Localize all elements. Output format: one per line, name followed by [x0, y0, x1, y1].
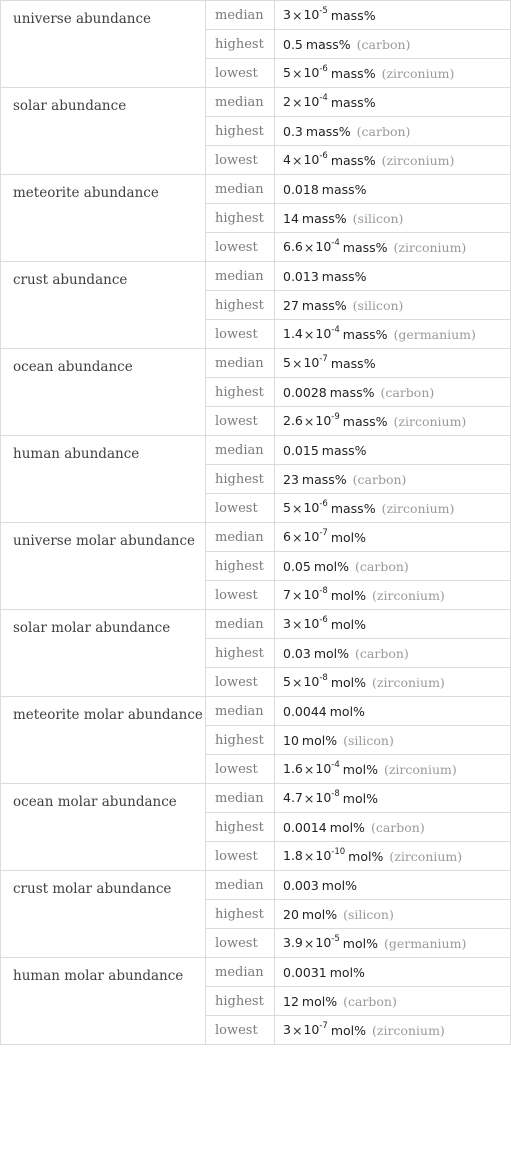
value-exponent: -6 — [319, 151, 328, 162]
value-unit: mass% — [342, 326, 388, 342]
value-unit: mol% — [330, 616, 367, 632]
value-mantissa: 3.9 — [283, 935, 303, 951]
statistic-label: median — [206, 958, 275, 987]
value-cell — [275, 494, 511, 523]
power-base: 10 — [303, 616, 320, 632]
times-sign: × — [303, 239, 315, 255]
value-number: 0.03 — [283, 645, 311, 661]
value-number: 12 — [283, 993, 299, 1009]
value-unit: mass% — [321, 268, 367, 284]
times-sign: × — [303, 761, 315, 777]
value-unit: mass% — [305, 36, 351, 52]
value-unit: mass% — [321, 442, 367, 458]
value-unit: mol% — [313, 645, 350, 661]
statistic-label: lowest — [206, 1016, 275, 1045]
value-exponent: -8 — [319, 673, 328, 684]
element-name: (silicon) — [352, 210, 404, 226]
value-number: 0.3 — [283, 123, 303, 139]
value-exponent: -10 — [331, 847, 346, 858]
statistic-label: median — [206, 1, 275, 30]
value-unit: mol% — [330, 1022, 367, 1038]
value-unit: mol% — [342, 935, 378, 951]
value-cell — [275, 349, 511, 378]
statistic-label: median — [206, 871, 275, 900]
value-mantissa: 2 — [283, 94, 291, 110]
power-base: 10 — [303, 500, 320, 516]
table-row — [1, 88, 511, 117]
value-cell — [275, 523, 511, 552]
value-cell — [275, 465, 511, 494]
value-unit: mass% — [330, 7, 376, 23]
statistic-label: highest — [206, 465, 275, 494]
statistic-label: lowest — [206, 929, 275, 958]
table-row — [1, 784, 511, 813]
element-name: (zirconium) — [372, 1022, 445, 1038]
value-cell — [275, 987, 511, 1016]
element-name: (zirconium) — [372, 587, 445, 603]
value-unit: mol% — [342, 761, 378, 777]
times-sign: × — [291, 587, 303, 603]
value-unit: mass% — [321, 181, 367, 197]
table-row — [1, 958, 511, 987]
element-name: (zirconium) — [393, 239, 467, 255]
property-label: human abundance — [1, 436, 206, 523]
table-row — [1, 871, 511, 900]
statistic-label: median — [206, 436, 275, 465]
value-number: 0.018 — [283, 181, 319, 197]
element-name: (carbon) — [343, 993, 397, 1009]
statistic-label: highest — [206, 552, 275, 581]
value-cell — [275, 668, 511, 697]
value-cell — [275, 233, 511, 262]
value-exponent: -4 — [331, 238, 340, 249]
value-number: 20 — [283, 906, 299, 922]
power-base: 10 — [315, 848, 332, 864]
statistic-label: lowest — [206, 668, 275, 697]
value-exponent: -5 — [331, 934, 340, 945]
statistic-label: lowest — [206, 581, 275, 610]
statistic-label: lowest — [206, 320, 275, 349]
value-unit: mol% — [321, 877, 357, 893]
element-name: (zirconium) — [393, 413, 467, 429]
value-exponent: -4 — [331, 760, 340, 771]
value-cell — [275, 59, 511, 88]
element-name: (zirconium) — [381, 65, 455, 81]
statistic-label: highest — [206, 813, 275, 842]
statistic-label: highest — [206, 117, 275, 146]
abundance-table-body — [1, 1, 511, 1045]
value-cell — [275, 929, 511, 958]
value-mantissa: 3 — [283, 616, 291, 632]
times-sign: × — [291, 616, 303, 632]
power-base: 10 — [303, 355, 320, 371]
power-base: 10 — [303, 65, 320, 81]
value-number: 0.5 — [283, 36, 303, 52]
property-label: meteorite abundance — [1, 175, 206, 262]
times-sign: × — [291, 152, 303, 168]
statistic-label: highest — [206, 987, 275, 1016]
property-label: ocean abundance — [1, 349, 206, 436]
value-unit: mol% — [301, 732, 338, 748]
value-number: 0.003 — [283, 877, 319, 893]
property-label: meteorite molar abundance — [1, 697, 206, 784]
value-mantissa: 1.6 — [283, 761, 303, 777]
value-exponent: -4 — [331, 325, 340, 336]
statistic-label: highest — [206, 639, 275, 668]
times-sign: × — [291, 355, 303, 371]
value-cell — [275, 784, 511, 813]
element-name: (carbon) — [380, 384, 435, 400]
value-cell — [275, 1, 511, 30]
value-cell — [275, 726, 511, 755]
value-unit: mol% — [301, 906, 338, 922]
times-sign: × — [291, 674, 303, 690]
element-name: (silicon) — [352, 297, 404, 313]
element-name: (carbon) — [370, 819, 425, 835]
element-name: (germanium) — [383, 935, 467, 951]
property-label: crust molar abundance — [1, 871, 206, 958]
table-row — [1, 523, 511, 552]
value-unit: mass% — [301, 297, 347, 313]
value-exponent: -6 — [319, 499, 328, 510]
value-unit: mol% — [342, 790, 378, 806]
value-mantissa: 1.4 — [283, 326, 303, 342]
value-mantissa: 1.8 — [283, 848, 303, 864]
power-base: 10 — [315, 761, 332, 777]
value-number: 14 — [283, 210, 299, 226]
value-cell — [275, 175, 511, 204]
times-sign: × — [303, 935, 315, 951]
value-cell — [275, 697, 511, 726]
times-sign: × — [291, 7, 303, 23]
statistic-label: highest — [206, 726, 275, 755]
table-row — [1, 262, 511, 291]
statistic-label: lowest — [206, 842, 275, 871]
value-unit: mass% — [342, 413, 388, 429]
value-unit: mass% — [301, 471, 347, 487]
value-mantissa: 4.7 — [283, 790, 303, 806]
value-unit: mol% — [330, 587, 367, 603]
value-unit: mass% — [330, 65, 376, 81]
value-unit: mass% — [330, 500, 376, 516]
power-base: 10 — [303, 7, 320, 23]
statistic-label: lowest — [206, 755, 275, 784]
element-name: (zirconium) — [381, 152, 455, 168]
statistic-label: highest — [206, 900, 275, 929]
value-cell — [275, 871, 511, 900]
times-sign: × — [291, 65, 303, 81]
times-sign: × — [303, 790, 315, 806]
element-name: (zirconium) — [372, 674, 445, 690]
value-unit: mol% — [329, 703, 365, 719]
value-cell — [275, 30, 511, 59]
times-sign: × — [291, 1022, 303, 1038]
value-cell — [275, 436, 511, 465]
value-number: 0.0044 — [283, 703, 327, 719]
property-label: crust abundance — [1, 262, 206, 349]
table-row — [1, 1, 511, 30]
value-mantissa: 5 — [283, 355, 291, 371]
value-number: 0.0028 — [283, 384, 327, 400]
statistic-label: median — [206, 175, 275, 204]
element-name: (carbon) — [355, 558, 409, 574]
power-base: 10 — [315, 413, 332, 429]
value-number: 0.05 — [283, 558, 311, 574]
statistic-label: median — [206, 697, 275, 726]
value-number: 27 — [283, 297, 299, 313]
value-unit: mass% — [329, 384, 375, 400]
power-base: 10 — [303, 152, 320, 168]
value-mantissa: 5 — [283, 674, 291, 690]
value-unit: mol% — [330, 529, 367, 545]
value-exponent: -7 — [319, 528, 328, 539]
element-name: (silicon) — [343, 732, 394, 748]
value-cell — [275, 204, 511, 233]
value-mantissa: 4 — [283, 152, 291, 168]
value-unit: mass% — [301, 210, 347, 226]
value-unit: mol% — [329, 964, 365, 980]
value-unit: mol% — [301, 993, 338, 1009]
value-mantissa: 3 — [283, 1022, 291, 1038]
value-exponent: -8 — [331, 789, 340, 800]
element-name: (carbon) — [352, 471, 407, 487]
value-exponent: -9 — [331, 412, 340, 423]
table-row — [1, 436, 511, 465]
value-unit: mass% — [330, 152, 376, 168]
property-label: solar molar abundance — [1, 610, 206, 697]
statistic-label: lowest — [206, 407, 275, 436]
times-sign: × — [291, 529, 303, 545]
value-exponent: -4 — [319, 93, 328, 104]
value-exponent: -7 — [319, 354, 328, 365]
times-sign: × — [291, 500, 303, 516]
value-unit: mass% — [342, 239, 388, 255]
value-cell — [275, 262, 511, 291]
value-unit: mass% — [330, 355, 376, 371]
element-name: (zirconium) — [383, 761, 457, 777]
value-mantissa: 6.6 — [283, 239, 303, 255]
statistic-label: lowest — [206, 146, 275, 175]
value-unit: mass% — [305, 123, 351, 139]
value-cell — [275, 958, 511, 987]
value-exponent: -6 — [319, 64, 328, 75]
power-base: 10 — [303, 1022, 320, 1038]
value-unit: mass% — [330, 94, 376, 110]
statistic-label: lowest — [206, 494, 275, 523]
value-cell — [275, 639, 511, 668]
value-cell — [275, 291, 511, 320]
element-name: (zirconium) — [381, 500, 455, 516]
element-name: (germanium) — [393, 326, 476, 342]
value-unit: mol% — [313, 558, 350, 574]
value-number: 0.013 — [283, 268, 319, 284]
value-cell — [275, 146, 511, 175]
value-cell — [275, 378, 511, 407]
value-cell — [275, 755, 511, 784]
element-name: (carbon) — [356, 36, 411, 52]
times-sign: × — [303, 326, 315, 342]
value-mantissa: 3 — [283, 7, 291, 23]
value-cell — [275, 407, 511, 436]
value-cell — [275, 552, 511, 581]
value-cell — [275, 88, 511, 117]
power-base: 10 — [303, 94, 320, 110]
value-cell — [275, 610, 511, 639]
table-row — [1, 349, 511, 378]
statistic-label: median — [206, 523, 275, 552]
value-unit: mol% — [348, 848, 384, 864]
statistic-label: lowest — [206, 233, 275, 262]
statistic-label: highest — [206, 291, 275, 320]
value-number: 0.015 — [283, 442, 319, 458]
element-name: (carbon) — [355, 645, 409, 661]
value-mantissa: 6 — [283, 529, 291, 545]
statistic-label: highest — [206, 378, 275, 407]
value-mantissa: 5 — [283, 65, 291, 81]
power-base: 10 — [315, 790, 332, 806]
value-number: 0.0031 — [283, 964, 327, 980]
power-base: 10 — [315, 935, 332, 951]
property-label: universe abundance — [1, 1, 206, 88]
statistic-label: median — [206, 262, 275, 291]
value-unit: mol% — [329, 819, 365, 835]
power-base: 10 — [315, 326, 332, 342]
property-label: solar abundance — [1, 88, 206, 175]
times-sign: × — [291, 94, 303, 110]
value-cell — [275, 581, 511, 610]
power-base: 10 — [303, 587, 320, 603]
statistic-label: highest — [206, 204, 275, 233]
times-sign: × — [303, 413, 315, 429]
value-mantissa: 5 — [283, 500, 291, 516]
statistic-label: median — [206, 88, 275, 117]
value-cell — [275, 320, 511, 349]
statistic-label: median — [206, 610, 275, 639]
value-cell — [275, 1016, 511, 1045]
value-cell — [275, 813, 511, 842]
value-cell — [275, 900, 511, 929]
element-name: (zirconium) — [389, 848, 463, 864]
power-base: 10 — [315, 239, 332, 255]
power-base: 10 — [303, 674, 320, 690]
value-exponent: -6 — [319, 615, 328, 626]
table-row — [1, 175, 511, 204]
table-row — [1, 610, 511, 639]
value-unit: mol% — [330, 674, 367, 690]
value-mantissa: 2.6 — [283, 413, 303, 429]
statistic-label: median — [206, 784, 275, 813]
statistic-label: lowest — [206, 59, 275, 88]
property-label: universe molar abundance — [1, 523, 206, 610]
value-exponent: -8 — [319, 586, 328, 597]
element-name: (silicon) — [343, 906, 394, 922]
value-exponent: -5 — [319, 6, 328, 17]
element-name: (carbon) — [356, 123, 411, 139]
power-base: 10 — [303, 529, 320, 545]
value-mantissa: 7 — [283, 587, 291, 603]
table-row — [1, 697, 511, 726]
value-number: 23 — [283, 471, 299, 487]
value-number: 0.0014 — [283, 819, 327, 835]
times-sign: × — [303, 848, 315, 864]
property-label: ocean molar abundance — [1, 784, 206, 871]
value-cell — [275, 117, 511, 146]
value-exponent: -7 — [319, 1021, 328, 1032]
property-label: human molar abundance — [1, 958, 206, 1045]
statistic-label: median — [206, 349, 275, 378]
statistic-label: highest — [206, 30, 275, 59]
value-cell — [275, 842, 511, 871]
value-number: 10 — [283, 732, 299, 748]
